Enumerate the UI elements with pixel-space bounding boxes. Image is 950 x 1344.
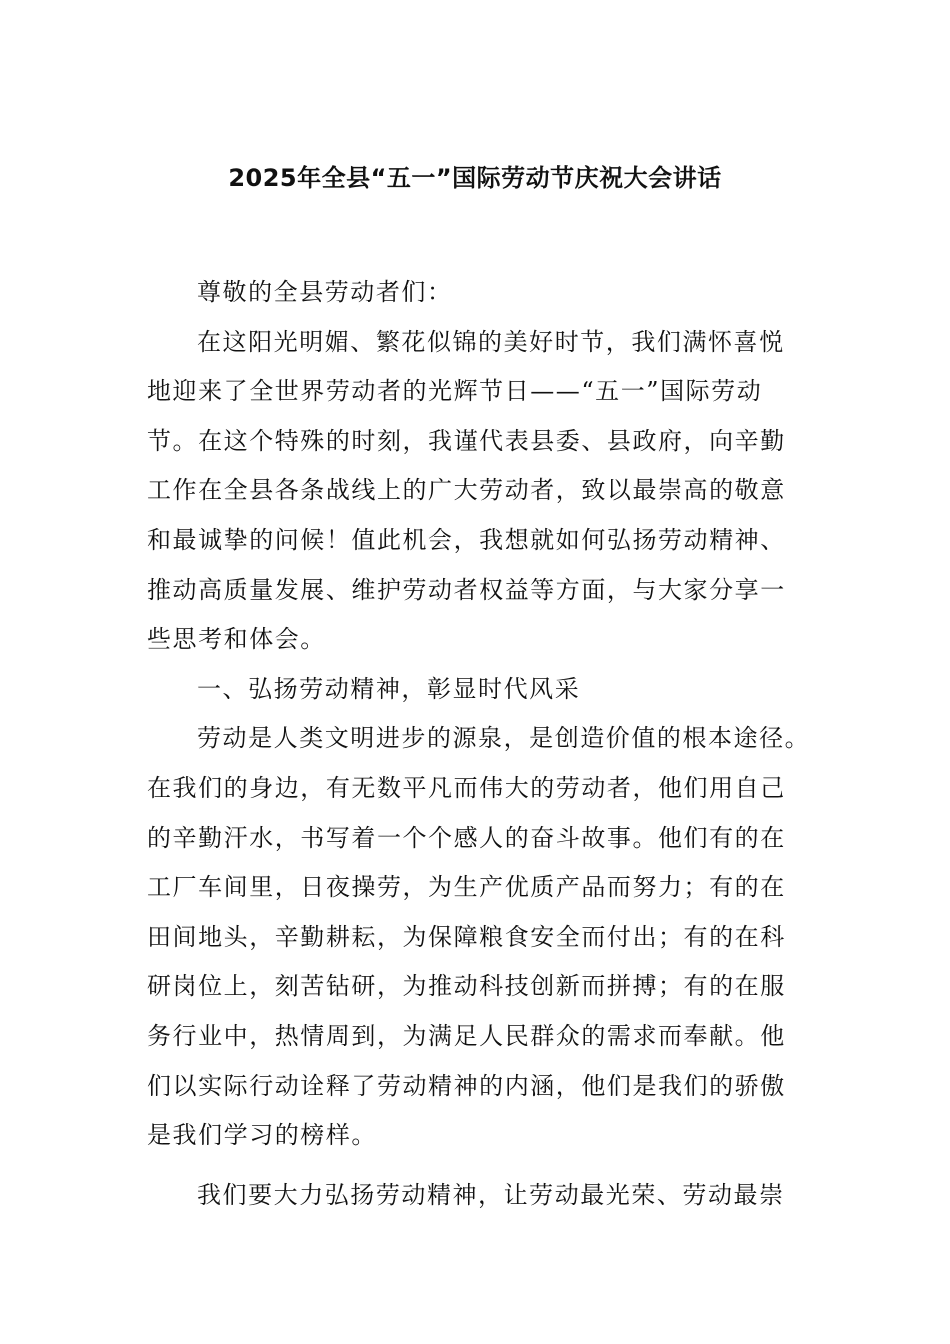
paragraph-line: 地迎来了全世界劳动者的光辉节日——“五一”国际劳动 bbox=[147, 377, 763, 406]
paragraph-line: 工厂车间里，日夜操劳，为生产优质产品而努力；有的在 bbox=[147, 873, 786, 902]
paragraph-line: 的辛勤汗水，书写着一个个感人的奋斗故事。他们有的在 bbox=[147, 823, 786, 852]
paragraph-line: 推动高质量发展、维护劳动者权益等方面，与大家分享一 bbox=[147, 575, 786, 604]
paragraph-gap bbox=[147, 1161, 812, 1171]
paragraph-line: 些思考和体会。 bbox=[147, 625, 326, 654]
paragraph-line: 是我们学习的榜样。 bbox=[147, 1121, 377, 1150]
paragraph-line: 在我们的身边，有无数平凡而伟大的劳动者，他们用自己 bbox=[147, 773, 786, 802]
document-body bbox=[147, 268, 812, 1220]
section-heading: 一、弘扬劳动精神，彰显时代风采 bbox=[197, 674, 581, 703]
paragraph-line: 工作在全县各条战线上的广大劳动者，致以最崇高的敬意 bbox=[147, 476, 786, 505]
paragraph-line: 和最诚挚的问候！值此机会，我想就如何弘扬劳动精神、 bbox=[147, 525, 786, 554]
paragraph-line: 节。在这个特殊的时刻，我谨代表县委、县政府，向辛勤 bbox=[147, 426, 786, 455]
paragraph-line: 研岗位上，刻苦钻研，为推动科技创新而拼搏；有的在服 bbox=[147, 972, 786, 1001]
paragraph-line: 田间地头，辛勤耕耘，为保障粮食安全而付出；有的在科 bbox=[147, 922, 786, 951]
salutation: 尊敬的全县劳动者们： bbox=[197, 278, 453, 306]
document-title: 2025年全县“五一”国际劳动节庆祝大会讲话 bbox=[228, 164, 722, 192]
paragraph-line: 在这阳光明媚、繁花似锦的美好时节，我们满怀喜悦 bbox=[197, 327, 785, 356]
paragraph-line: 我们要大力弘扬劳动精神，让劳动最光荣、劳动最崇 bbox=[197, 1180, 785, 1209]
paragraph-line: 劳动是人类文明进步的源泉，是创造价值的根本途径。 bbox=[197, 724, 811, 753]
paragraph-line: 们以实际行动诠释了劳动精神的内涵，他们是我们的骄傲 bbox=[147, 1071, 786, 1100]
paragraph-line: 务行业中，热情周到，为满足人民群众的需求而奉献。他 bbox=[147, 1021, 786, 1050]
